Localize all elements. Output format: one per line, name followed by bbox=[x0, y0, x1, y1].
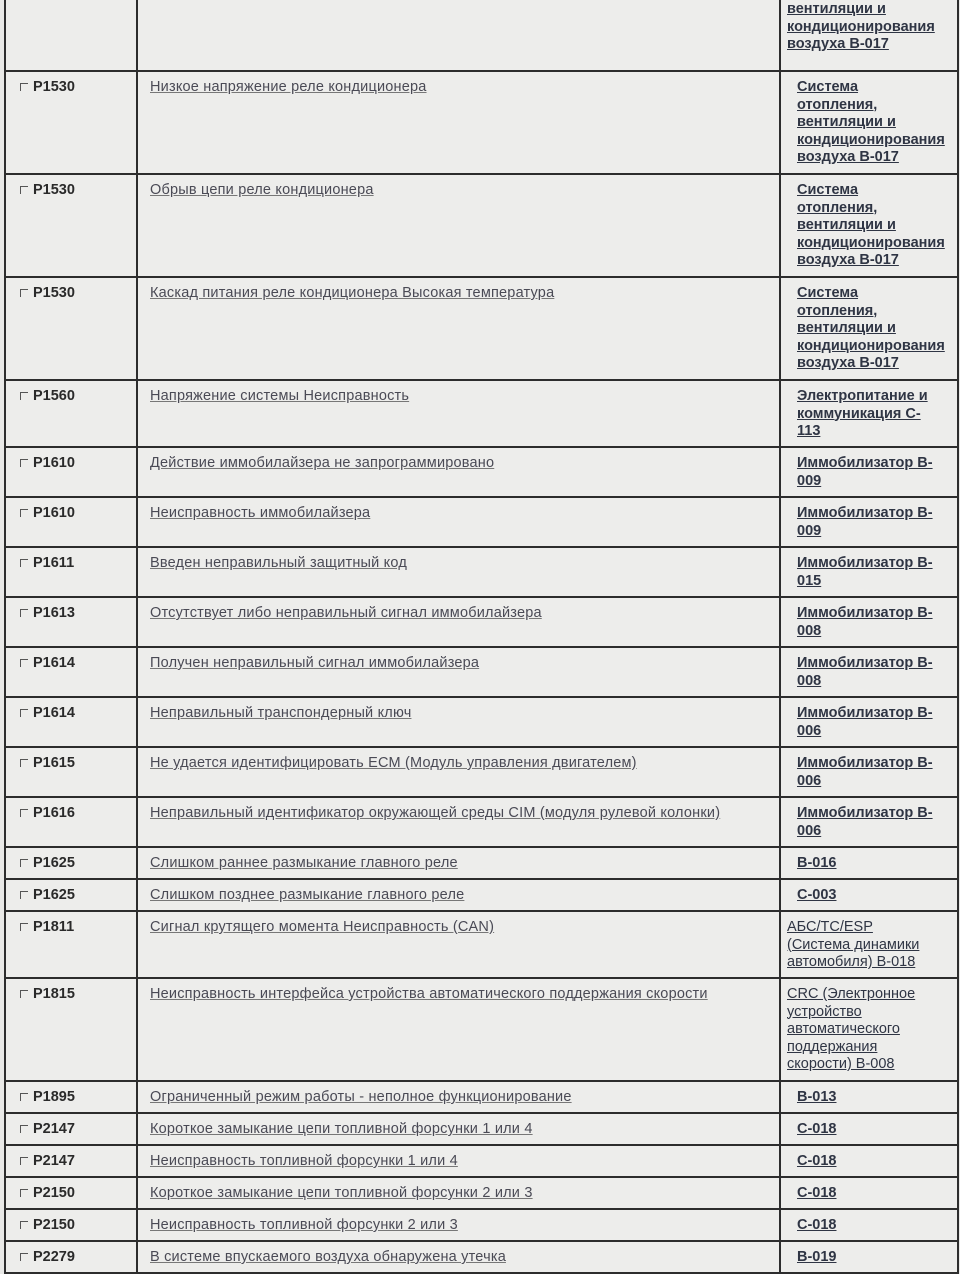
description-cell bbox=[137, 1209, 780, 1241]
table-row bbox=[5, 697, 958, 747]
table-row bbox=[5, 497, 958, 547]
reference-cell bbox=[780, 1209, 958, 1241]
code-cell bbox=[5, 747, 137, 797]
description-link[interactable]: Неправильный идентификатор окружающей среды CIM (модуля рулевой колонки) bbox=[150, 805, 721, 821]
description-cell bbox=[137, 380, 780, 447]
checkbox-corner-icon[interactable] bbox=[20, 990, 28, 998]
code-cell bbox=[5, 879, 137, 911]
table-row bbox=[5, 847, 958, 879]
dtc-code: P1616 bbox=[33, 805, 75, 821]
code-cell bbox=[5, 497, 137, 547]
table-row bbox=[5, 1081, 958, 1113]
reference-cell bbox=[780, 1145, 958, 1177]
dtc-code: P1530 bbox=[33, 285, 75, 301]
checkbox-corner-icon[interactable] bbox=[20, 83, 28, 91]
dtc-code: P2150 bbox=[33, 1217, 75, 1233]
reference-link[interactable]: CRC (Электронное устройство автоматического поддержания скорости) В-008 bbox=[787, 986, 916, 1072]
checkbox-corner-icon[interactable] bbox=[20, 186, 28, 194]
description-cell bbox=[137, 277, 780, 380]
table-row bbox=[5, 380, 958, 447]
diagnostic-codes-table bbox=[4, 0, 959, 1274]
reference-cell bbox=[780, 447, 958, 497]
reference-link[interactable]: вентиляции и кондиционирования воздуха В-017 bbox=[787, 1, 935, 52]
description-link[interactable]: Действие иммобилайзера не запрограммировано bbox=[150, 455, 495, 471]
checkbox-corner-icon[interactable] bbox=[20, 1221, 28, 1229]
code-cell bbox=[5, 277, 137, 380]
reference-cell bbox=[780, 879, 958, 911]
dtc-code: P1610 bbox=[33, 455, 75, 471]
description-link[interactable]: Низкое напряжение реле кондиционера bbox=[150, 79, 427, 95]
checkbox-corner-icon[interactable] bbox=[20, 809, 28, 817]
table-row bbox=[5, 747, 958, 797]
table-row bbox=[5, 597, 958, 647]
description-cell bbox=[137, 447, 780, 497]
code-cell bbox=[5, 647, 137, 697]
table-row bbox=[5, 1145, 958, 1177]
code-cell bbox=[5, 978, 137, 1081]
table-row bbox=[5, 978, 958, 1081]
code-cell bbox=[5, 911, 137, 978]
reference-cell bbox=[780, 747, 958, 797]
dtc-code: P1625 bbox=[33, 855, 75, 871]
description-cell bbox=[137, 647, 780, 697]
reference-link[interactable]: Иммобилизатор В- 008 bbox=[797, 605, 933, 639]
description-cell bbox=[137, 847, 780, 879]
description-cell bbox=[137, 797, 780, 847]
description-cell bbox=[137, 1113, 780, 1145]
code-cell bbox=[5, 1177, 137, 1209]
table-row bbox=[5, 879, 958, 911]
table-body bbox=[5, 0, 958, 1273]
table-row bbox=[5, 911, 958, 978]
dtc-code: P1615 bbox=[33, 755, 75, 771]
checkbox-corner-icon[interactable] bbox=[20, 289, 28, 297]
reference-cell bbox=[780, 1081, 958, 1113]
checkbox-corner-icon[interactable] bbox=[20, 709, 28, 717]
reference-link[interactable]: Иммобилизатор В- 015 bbox=[797, 555, 933, 589]
table-row bbox=[5, 1177, 958, 1209]
description-link[interactable]: Каскад питания реле кондиционера Высокая температура bbox=[150, 285, 555, 301]
checkbox-corner-icon[interactable] bbox=[20, 392, 28, 400]
reference-cell bbox=[780, 647, 958, 697]
reference-cell bbox=[780, 547, 958, 597]
reference-link[interactable]: С-018 bbox=[797, 1121, 837, 1137]
code-cell bbox=[5, 597, 137, 647]
reference-cell bbox=[780, 380, 958, 447]
checkbox-corner-icon[interactable] bbox=[20, 659, 28, 667]
description-link[interactable]: Отсутствует либо неправильный сигнал иммобилайзера bbox=[150, 605, 542, 621]
dtc-code: P1560 bbox=[33, 388, 75, 404]
table-row bbox=[5, 647, 958, 697]
reference-link[interactable]: В-016 bbox=[797, 855, 837, 871]
table-row bbox=[5, 797, 958, 847]
code-cell bbox=[5, 1081, 137, 1113]
table-row bbox=[5, 0, 958, 71]
table-row bbox=[5, 1241, 958, 1273]
code-cell bbox=[5, 797, 137, 847]
table-row bbox=[5, 174, 958, 277]
reference-link[interactable]: В-019 bbox=[797, 1249, 837, 1265]
dtc-code: P2150 bbox=[33, 1185, 75, 1201]
reference-link[interactable]: Иммобилизатор В- 008 bbox=[797, 655, 933, 689]
description-cell bbox=[137, 0, 780, 71]
description-link[interactable]: Введен неправильный защитный код bbox=[150, 555, 407, 571]
description-cell bbox=[137, 879, 780, 911]
dtc-code: P1613 bbox=[33, 605, 75, 621]
description-link[interactable]: Неисправность топливной форсунки 2 или 3 bbox=[150, 1217, 458, 1233]
description-link[interactable]: Неправильный транспондерный ключ bbox=[150, 705, 412, 721]
dtc-code: P1614 bbox=[33, 655, 75, 671]
checkbox-corner-icon[interactable] bbox=[20, 1125, 28, 1133]
dtc-code: P1611 bbox=[33, 555, 75, 571]
description-cell bbox=[137, 597, 780, 647]
description-cell bbox=[137, 547, 780, 597]
checkbox-corner-icon[interactable] bbox=[20, 1157, 28, 1165]
description-link[interactable]: В системе впускаемого воздуха обнаружена утечка bbox=[150, 1249, 506, 1265]
code-cell bbox=[5, 1241, 137, 1273]
reference-link[interactable]: Иммобилизатор В- 006 bbox=[797, 705, 933, 739]
reference-cell bbox=[780, 71, 958, 174]
description-cell bbox=[137, 697, 780, 747]
table-row bbox=[5, 1113, 958, 1145]
reference-link[interactable]: Иммобилизатор В- 009 bbox=[797, 455, 933, 489]
dtc-code: P1530 bbox=[33, 182, 75, 198]
code-cell bbox=[5, 174, 137, 277]
table-row bbox=[5, 277, 958, 380]
table-row bbox=[5, 1209, 958, 1241]
dtc-code: P2279 bbox=[33, 1249, 75, 1265]
code-cell bbox=[5, 1145, 137, 1177]
dtc-code: P1614 bbox=[33, 705, 75, 721]
description-link[interactable]: Неисправность топливной форсунки 1 или 4 bbox=[150, 1153, 458, 1169]
reference-cell bbox=[780, 497, 958, 547]
reference-cell bbox=[780, 1241, 958, 1273]
reference-link[interactable]: Иммобилизатор В- 009 bbox=[797, 505, 933, 539]
checkbox-corner-icon[interactable] bbox=[20, 759, 28, 767]
description-link[interactable]: Слишком позднее размыкание главного реле bbox=[150, 887, 465, 903]
dtc-code: P1811 bbox=[33, 919, 75, 935]
table-row bbox=[5, 447, 958, 497]
table-row bbox=[5, 547, 958, 597]
description-cell bbox=[137, 174, 780, 277]
dtc-code: P2147 bbox=[33, 1153, 75, 1169]
reference-cell bbox=[780, 597, 958, 647]
reference-cell bbox=[780, 174, 958, 277]
reference-link[interactable]: С-018 bbox=[797, 1185, 837, 1201]
reference-link[interactable]: С-018 bbox=[797, 1153, 837, 1169]
dtc-code: P1815 bbox=[33, 986, 75, 1002]
dtc-code: P1610 bbox=[33, 505, 75, 521]
checkbox-corner-icon[interactable] bbox=[20, 459, 28, 467]
reference-cell bbox=[780, 277, 958, 380]
reference-link[interactable]: В-013 bbox=[797, 1089, 837, 1105]
description-cell bbox=[137, 1081, 780, 1113]
code-cell bbox=[5, 1209, 137, 1241]
checkbox-corner-icon[interactable] bbox=[20, 509, 28, 517]
checkbox-corner-icon[interactable] bbox=[20, 923, 28, 931]
code-cell bbox=[5, 447, 137, 497]
reference-cell bbox=[780, 797, 958, 847]
reference-cell bbox=[780, 697, 958, 747]
code-cell bbox=[5, 847, 137, 879]
reference-link[interactable]: Система отопления, вентиляции и кондиционирования воздуха В-017 bbox=[797, 182, 945, 268]
description-link[interactable]: Не удается идентифицировать ЕСМ (Модуль управления двигателем) bbox=[150, 755, 637, 771]
description-cell bbox=[137, 1145, 780, 1177]
description-cell bbox=[137, 1177, 780, 1209]
description-link[interactable]: Короткое замыкание цепи топливной форсунки 2 или 3 bbox=[150, 1185, 533, 1201]
dtc-code: P1895 bbox=[33, 1089, 75, 1105]
checkbox-corner-icon[interactable] bbox=[20, 859, 28, 867]
description-cell bbox=[137, 978, 780, 1081]
code-cell bbox=[5, 547, 137, 597]
checkbox-corner-icon[interactable] bbox=[20, 609, 28, 617]
code-cell bbox=[5, 380, 137, 447]
table-row bbox=[5, 71, 958, 174]
code-cell bbox=[5, 0, 137, 71]
reference-link[interactable]: Система отопления, вентиляции и кондиционирования воздуха В-017 bbox=[797, 285, 945, 371]
description-link[interactable]: Напряжение системы Неисправность bbox=[150, 388, 410, 404]
reference-link[interactable]: Система отопления, вентиляции и кондиционирования воздуха В-017 bbox=[797, 79, 945, 165]
code-cell bbox=[5, 71, 137, 174]
description-link[interactable]: Получен неправильный сигнал иммобилайзера bbox=[150, 655, 480, 671]
checkbox-corner-icon[interactable] bbox=[20, 1189, 28, 1197]
reference-link[interactable]: АБС/TC/ESP (Система динамики автомобиля) В-018 bbox=[787, 919, 920, 970]
reference-link[interactable]: С-018 bbox=[797, 1217, 837, 1233]
description-cell bbox=[137, 1241, 780, 1273]
reference-link[interactable]: С-003 bbox=[797, 887, 837, 903]
description-cell bbox=[137, 747, 780, 797]
dtc-code: P2147 bbox=[33, 1121, 75, 1137]
description-link[interactable]: Неисправность иммобилайзера bbox=[150, 505, 371, 521]
reference-cell bbox=[780, 911, 958, 978]
dtc-code: P1625 bbox=[33, 887, 75, 903]
checkbox-corner-icon[interactable] bbox=[20, 891, 28, 899]
reference-cell bbox=[780, 978, 958, 1081]
reference-link[interactable]: Электропитание и коммуникация С- 113 bbox=[797, 388, 928, 439]
checkbox-corner-icon[interactable] bbox=[20, 1093, 28, 1101]
description-cell bbox=[137, 71, 780, 174]
description-link[interactable]: Обрыв цепи реле кондиционера bbox=[150, 182, 374, 198]
reference-cell bbox=[780, 0, 958, 71]
description-link[interactable]: Неисправность интерфейса устройства автоматического поддержания скорости bbox=[150, 986, 708, 1002]
reference-cell bbox=[780, 847, 958, 879]
dtc-code: P1530 bbox=[33, 79, 75, 95]
description-cell bbox=[137, 497, 780, 547]
description-cell bbox=[137, 911, 780, 978]
reference-cell bbox=[780, 1113, 958, 1145]
code-cell bbox=[5, 1113, 137, 1145]
checkbox-corner-icon[interactable] bbox=[20, 1253, 28, 1261]
code-cell bbox=[5, 697, 137, 747]
reference-cell bbox=[780, 1177, 958, 1209]
description-link[interactable]: Слишком раннее размыкание главного реле bbox=[150, 855, 458, 871]
description-link[interactable]: Ограниченный режим работы - неполное функционирование bbox=[150, 1089, 572, 1105]
checkbox-corner-icon[interactable] bbox=[20, 559, 28, 567]
description-link[interactable]: Сигнал крутящего момента Неисправность (CAN) bbox=[150, 919, 495, 935]
reference-link[interactable]: Иммобилизатор В- 006 bbox=[797, 755, 933, 789]
reference-link[interactable]: Иммобилизатор В- 006 bbox=[797, 805, 933, 839]
description-link[interactable]: Короткое замыкание цепи топливной форсунки 1 или 4 bbox=[150, 1121, 533, 1137]
